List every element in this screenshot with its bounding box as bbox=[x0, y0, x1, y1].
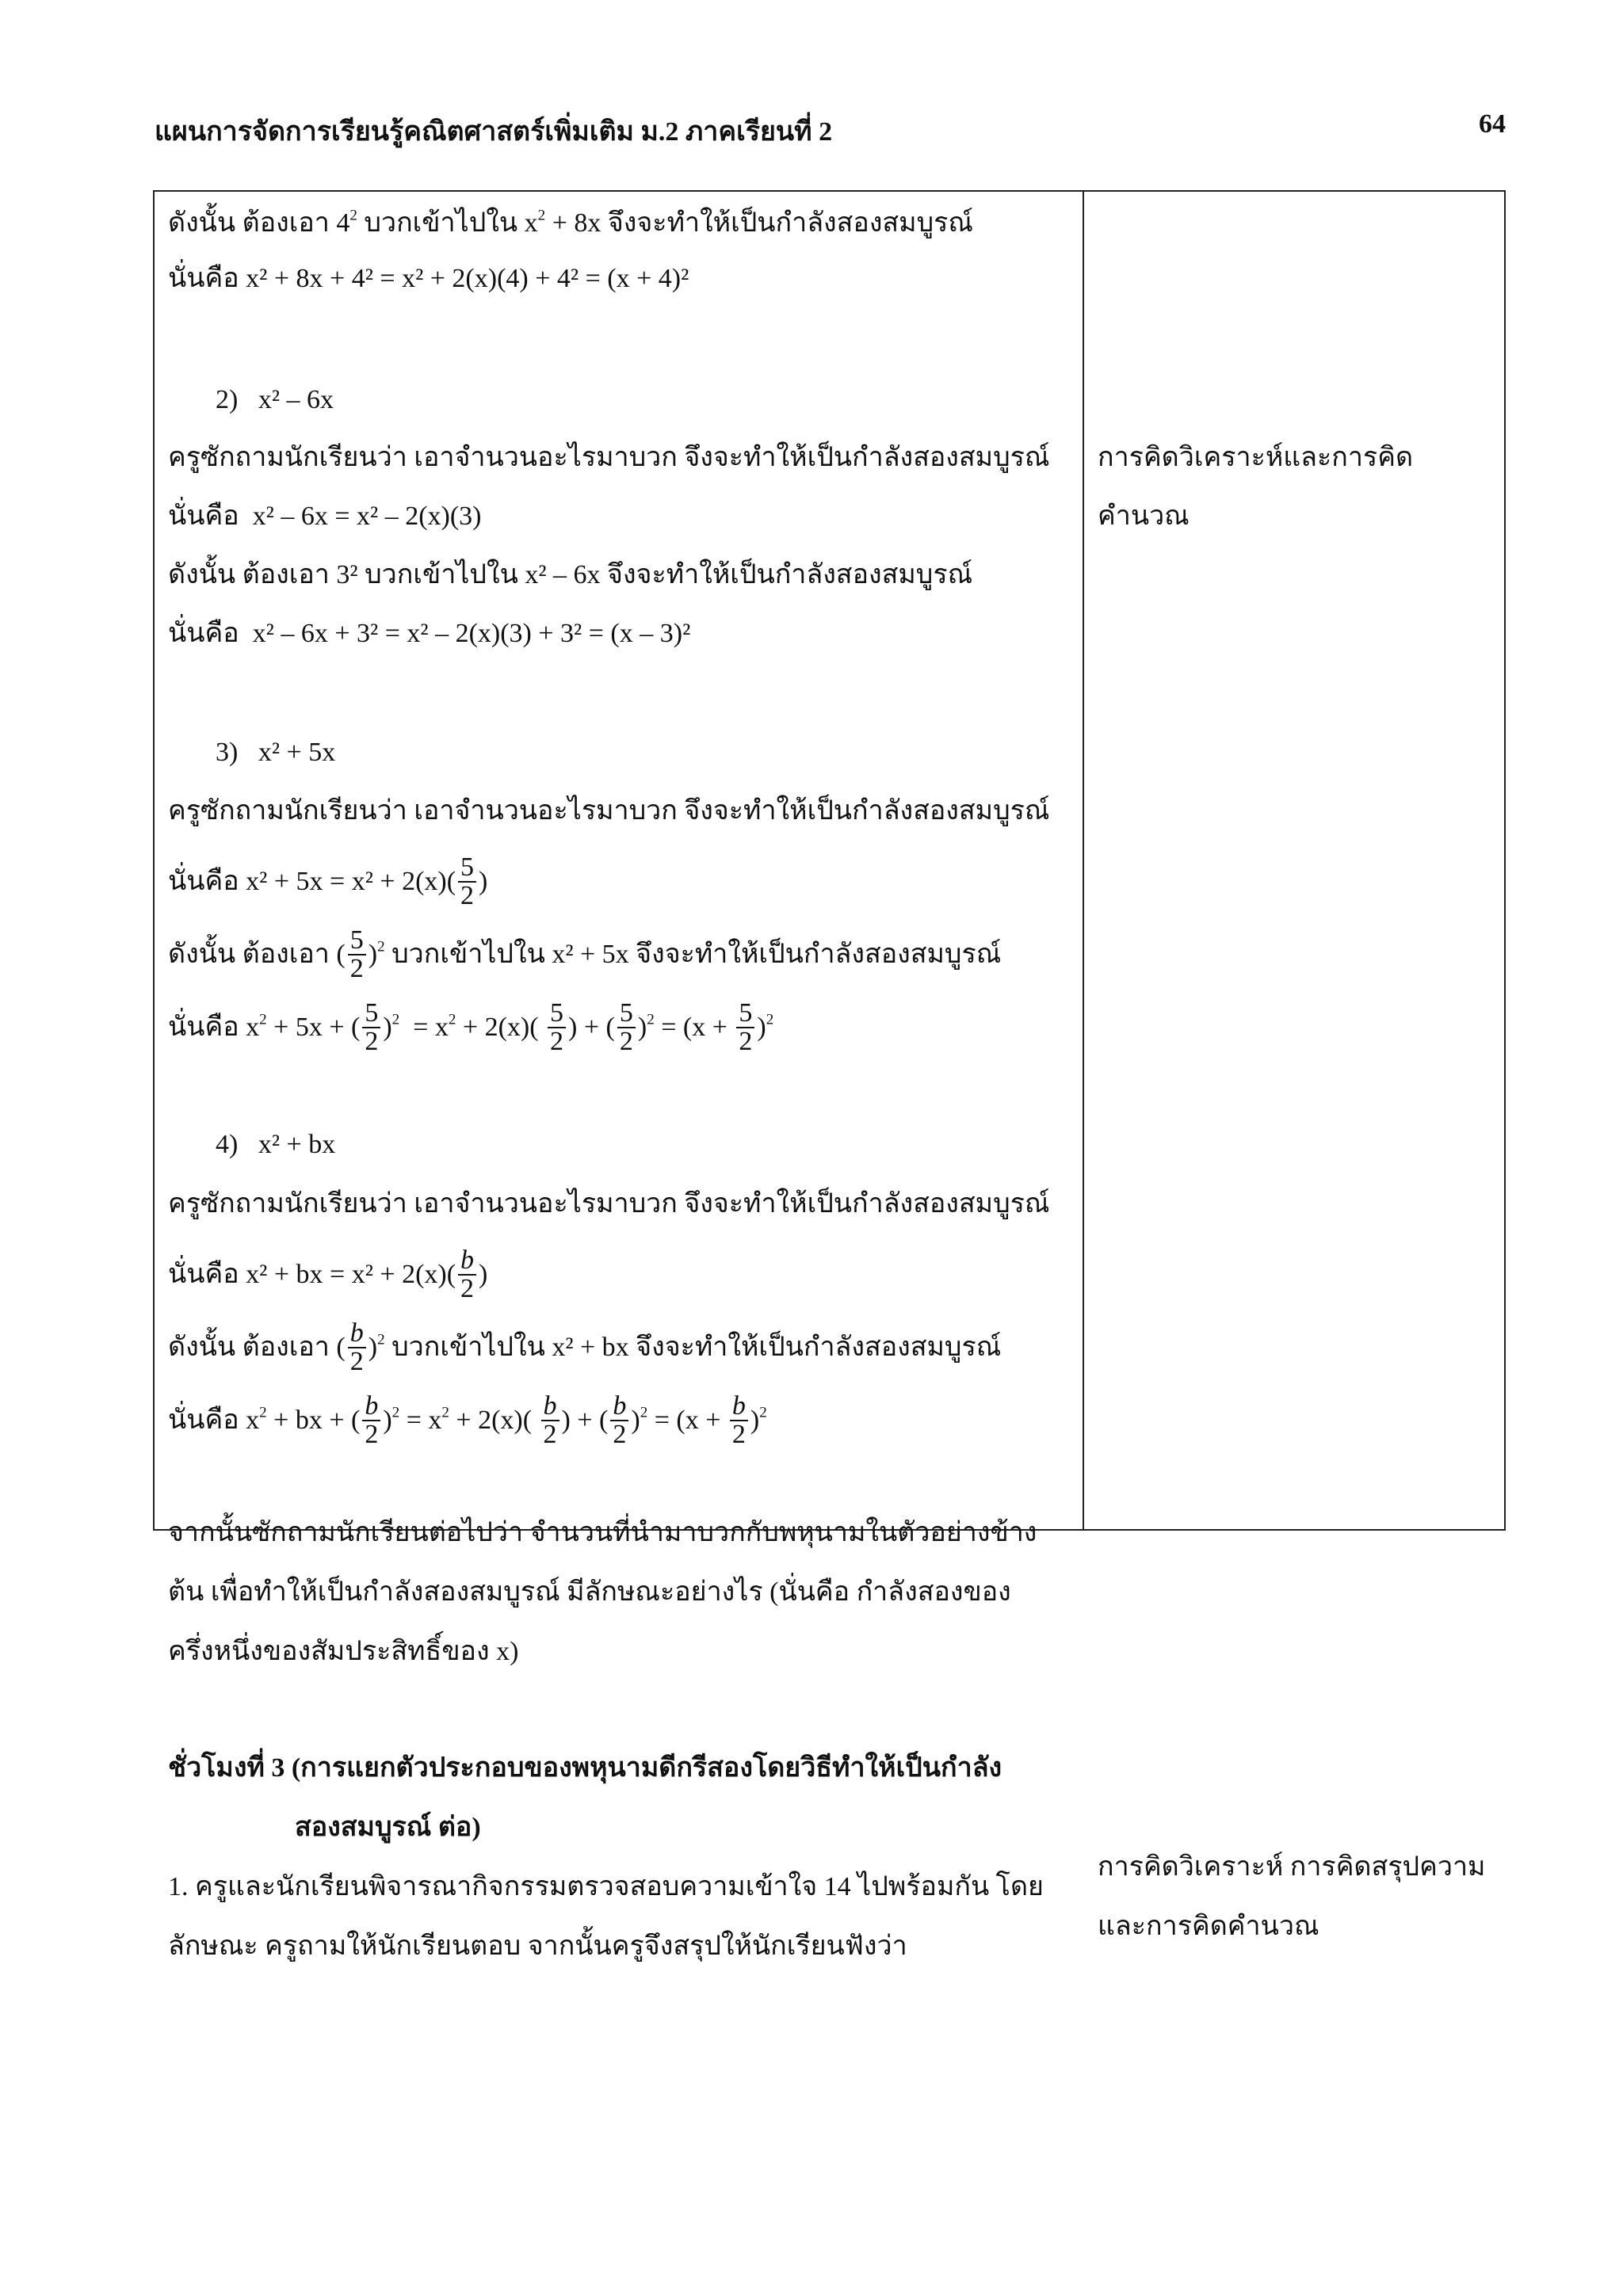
ex2-line-1: นั่นคือ x² – 6x = x² – 2(x)(3) bbox=[168, 502, 482, 531]
ex4-line-1: นั่นคือ x² + bx = x² + 2(x)( $\frac{b}{2}$ ) bbox=[168, 1245, 488, 1303]
conclusion-line-3: ครึ่งหนึ่งของสัมประสิทธิ์ของ x) bbox=[168, 1637, 519, 1666]
ex4-heading: 4) x² + bx bbox=[216, 1130, 336, 1159]
skill-1-line-2: คำนวณ bbox=[1098, 502, 1190, 531]
skill-2-line-1: การคิดวิเคราะห์ การคิดสรุปความ bbox=[1098, 1852, 1486, 1882]
step1-line-1: 1. ครูและนักเรียนพิจารณากิจกรรมตรวจสอบความเข้าใจ 14 ไปพร้อมกัน โดย bbox=[168, 1872, 1044, 1901]
page-header bbox=[155, 109, 1506, 157]
ex4-line-3: นั่นคือ $x^2$ + bx + ( $\frac{b}{2}$ )$^2 = x^2 + 2(x)$( $\frac{b}{2}$ ) + ( $\frac{b}{2}$ )$^2$ = (x + $\frac{b}{2}$ )$^2$ bbox=[168, 1391, 767, 1449]
ex2-question: ครูซักถามนักเรียนว่า เอาจำนวนอะไรมาบวก จึงจะทำให้เป็นกำลังสองสมบูรณ์ bbox=[168, 443, 1050, 472]
fraction-5-over-2: $\frac{5}{2}$ bbox=[736, 1000, 754, 1055]
ex4-question: ครูซักถามนักเรียนว่า เอาจำนวนอะไรมาบวก จึงจะทำให้เป็นกำลังสองสมบูรณ์ bbox=[168, 1189, 1050, 1219]
step1-line-2: ลักษณะ ครูถามให้นักเรียนตอบ จากนั้นครูจึงสรุปให้นักเรียนฟังว่า bbox=[168, 1932, 907, 1961]
document-title: แผนการจัดการเรียนรู้คณิตศาสตร์เพิ่มเติม ม.2 ภาคเรียนที่ 2 bbox=[155, 117, 833, 147]
fraction-5-over-2: $\frac{5}{2}$ bbox=[617, 1000, 636, 1055]
ex4-line-2: ดังนั้น ต้องเอา ( $\frac{b}{2}$ )$^2$ บวกเข้าไปใน x² + bx จึงจะทำให้เป็นกำลังสองสมบูรณ์ bbox=[168, 1318, 1002, 1376]
fraction-b-over-2: $\frac{b}{2}$ bbox=[730, 1393, 748, 1448]
fraction-b-over-2: $\frac{b}{2}$ bbox=[348, 1320, 366, 1375]
ex3-line-2: ดังนั้น ต้องเอา ( $\frac{5}{2}$ )$^2$ บวกเข้าไปใน x² + 5x จึงจะทำให้เป็นกำลังสองสมบูรณ์ bbox=[168, 925, 1002, 983]
ex2-line-3: นั่นคือ x² – 6x + 3² = x² – 2(x)(3) + 3² = (x – 3)² bbox=[168, 619, 691, 648]
skill-2-line-2: และการคิดคำนวณ bbox=[1098, 1912, 1319, 1941]
column-divider bbox=[1083, 190, 1084, 1531]
ex2-line-2: ดังนั้น ต้องเอา 3² บวกเข้าไปใน x² – 6x จึงจะทำให้เป็นกำลังสองสมบูรณ์ bbox=[168, 560, 973, 589]
conclusion-line-2: ต้น เพื่อทำให้เป็นกำลังสองสมบูรณ์ มีลักษณะอย่างไร (นั่นคือ กำลังสองของ bbox=[168, 1577, 1011, 1607]
fraction-b-over-2: $\frac{b}{2}$ bbox=[458, 1247, 476, 1302]
ex3-line-1: นั่นคือ x² + 5x = x² + 2(x)( $\frac{5}{2}$ ) bbox=[168, 852, 488, 910]
conclusion-line-1: จากนั้นซักถามนักเรียนต่อไปว่า จำนวนที่นำมาบวกกับพหุนามในตัวอย่างข้าง bbox=[168, 1518, 1037, 1547]
ex3-heading: 3) x² + 5x bbox=[216, 738, 336, 767]
ex3-question: ครูซักถามนักเรียนว่า เอาจำนวนอะไรมาบวก จึงจะทำให้เป็นกำลังสองสมบูรณ์ bbox=[168, 796, 1050, 826]
fraction-b-over-2: $\frac{b}{2}$ bbox=[610, 1393, 628, 1448]
fraction-5-over-2: $\frac{5}{2}$ bbox=[458, 854, 476, 910]
fraction-b-over-2: $\frac{b}{2}$ bbox=[362, 1393, 380, 1448]
page-number: 64 bbox=[1479, 109, 1506, 139]
fraction-b-over-2: $\frac{b}{2}$ bbox=[541, 1393, 559, 1448]
ex3-line-3: นั่นคือ $x^2 + 5x$ + ( $\frac{5}{2}$ )$^2 = x^2 + 2(x)$( $\frac{5}{2}$ ) + ( $\frac{5}{2}$ )$^2$ = (x + $\frac{5}{2}$ )$^2$ bbox=[168, 998, 774, 1056]
ex1-result-math: x² + 8x + 4² = x² + 2(x)(4) + 4² = (x + 4)² bbox=[246, 264, 689, 293]
skill-1-line-1: การคิดวิเคราะห์และการคิด bbox=[1098, 443, 1414, 472]
hour3-title-line-1: ชั่วโมงที่ 3 (การแยกตัวประกอบของพหุนามดีกรีสองโดยวิธีทำให้เป็นกำลัง bbox=[168, 1753, 1002, 1783]
ex2-heading: 2) x² – 6x bbox=[216, 385, 334, 414]
ex1-result-line: นั่นคือ x² + 8x + 4² = x² + 2(x)(4) + 4² = (x + 4)² bbox=[168, 264, 689, 293]
fraction-5-over-2: $\frac{5}{2}$ bbox=[348, 927, 366, 982]
fraction-5-over-2: $\frac{5}{2}$ bbox=[548, 1000, 566, 1055]
fraction-5-over-2: $\frac{5}{2}$ bbox=[362, 1000, 380, 1055]
hour3-title-line-2: สองสมบูรณ์ ต่อ) bbox=[295, 1813, 481, 1842]
ex1-conclusion-line: ดังนั้น ต้องเอา $4^2$ บวกเข้าไปใน $x^2 + 8x$ จึงจะทำให้เป็นกำลังสองสมบูรณ์ bbox=[168, 207, 973, 238]
